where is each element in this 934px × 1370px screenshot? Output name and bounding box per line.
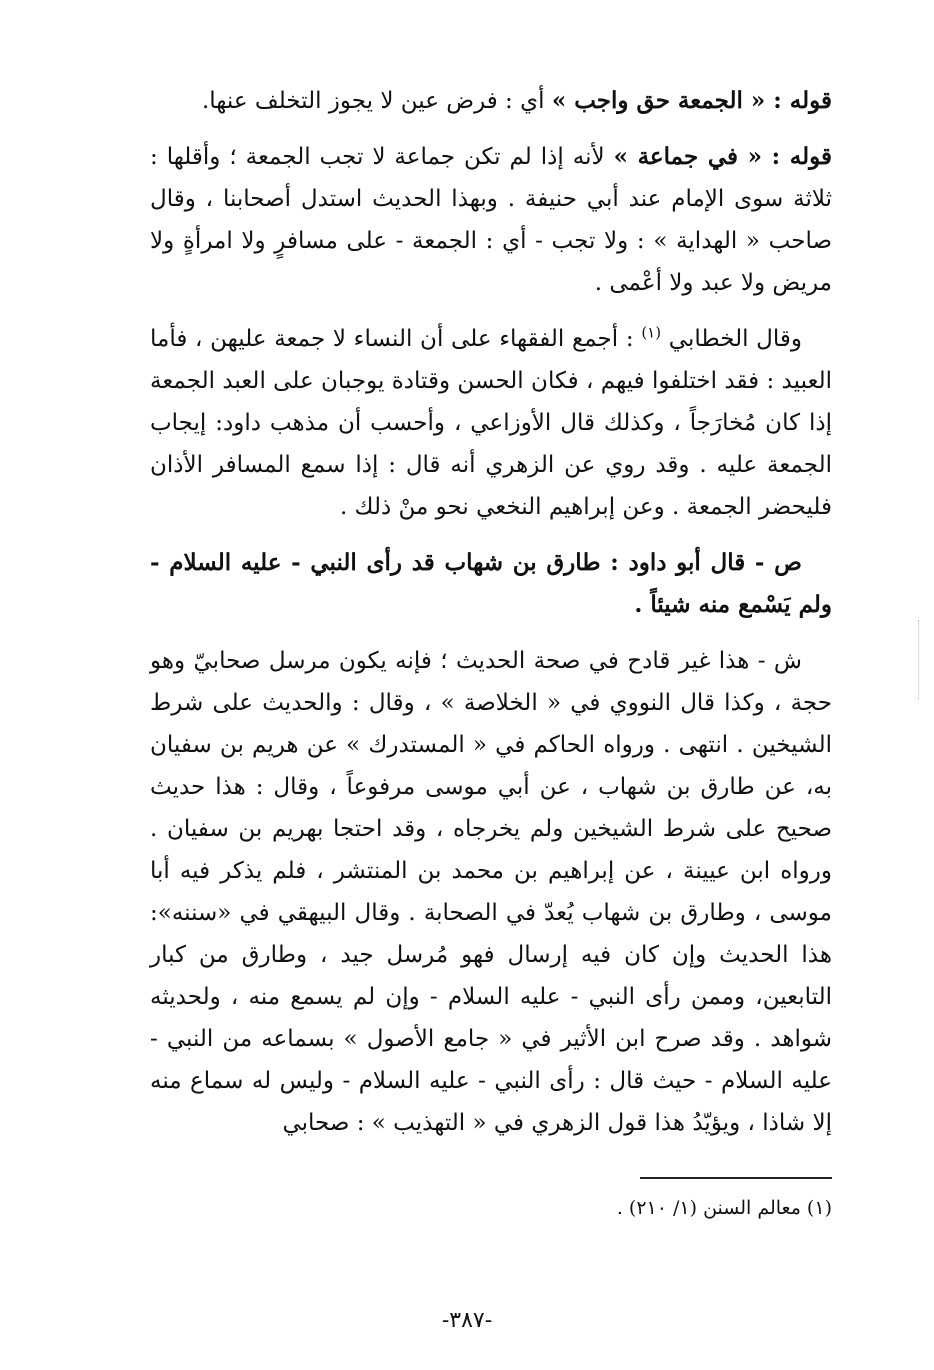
footnote-text: (١) معالم السنن (١/ ٢١٠) . — [616, 1197, 832, 1219]
paragraph-4 — [150, 542, 832, 626]
paragraph-5 — [150, 640, 832, 1144]
paragraph-1-text: أي : فرض عين لا يجوز التخلف عنها. — [201, 88, 552, 114]
footnote-marker: (١) — [641, 323, 662, 342]
paragraph-2-label: قوله : « في جماعة » — [613, 143, 833, 170]
paragraph-4-text: ص - قال أبو داود : طارق بن شهاب قد رأى النبي - عليه السلام - ولم يَسْمع منه شيئاً . — [150, 549, 832, 618]
main-text — [150, 80, 832, 1158]
page-number — [0, 1306, 934, 1336]
paragraph-1 — [150, 80, 832, 122]
margin-scan-mark — [918, 620, 931, 700]
paragraph-3-start: وقال الخطابي — [661, 326, 802, 352]
paragraph-3 — [150, 318, 832, 528]
paragraph-5-text: ش - هذا غير قادح في صحة الحديث ؛ فإنه يكون مرسل صحابيّ وهو حجة ، وكذا قال النووي في « الخلاصة » ، وقال : والحديث على شرط الشيخين . انتهى . ورواه الحاكم في « المستدرك » عن هريم بن سفيان به، عن طارق بن شهاب ، عن أبي موسى مرفوعاً ، وقال : هذا حديث صحيح على شرط الشيخين ولم يخرجاه ، وقد احتجا بهريم بن سفيان . ورواه ابن عيينة ، عن إبراهيم بن محمد بن المنتشر ، فلم يذكر فيه أبا موسى ، وطارق بن شهاب يُعدّ في الصحابة . وقال البيهقي في «سننه»: هذا الحديث وإن كان فيه إرسال فهو مُرسل جيد ، وطارق من كبار التابعين، وممن رأى النبي - عليه السلام - وإن لم يسمع منه ، ولحديثه شواهد . وقد صرح ابن الأثير في « جامع الأصول » بسماعه من النبي - عليه السلام - حيث قال : رأى النبي - عليه السلام - وليس له سماع منه إلا شاذا ، ويؤيّدُ هذا قول الزهري في « التهذيب » : صحابي — [150, 648, 832, 1136]
footnote — [300, 1193, 832, 1223]
paragraph-1-label: قوله : « الجمعة حق واجب » — [551, 87, 832, 114]
page-number-text: -٣٨٧- — [441, 1308, 493, 1333]
footnote-divider — [640, 1177, 832, 1179]
paragraph-2-text: لأنه إذا لم تكن جماعة لا تجب الجمعة ؛ وأقلها : ثلاثة سوى الإمام عند أبي حنيفة . وبهذا الحديث استدل أصحابنا ، وقال صاحب « الهداية » : ولا تجب - أي : الجمعة - على مسافرٍ ولا امرأةٍ ولا مريض ولا عبد ولا أعْمى . — [150, 144, 832, 296]
paragraph-2 — [150, 136, 832, 304]
paragraph-3-rest: : أجمع الفقهاء على أن النساء لا جمعة عليهن ، فأما العبيد : فقد اختلفوا فيهم ، فكان الحسن وقتادة يوجبان على العبد الجمعة إذا كان مُخارَجاً ، وكذلك قال الأوزاعي ، وأحسب أن مذهب داود: إيجاب الجمعة عليه . وقد روي عن الزهري أنه قال : إذا سمع المسافر الأذان فليحضر الجمعة . وعن إبراهيم النخعي نحو منْ ذلك . — [150, 326, 832, 520]
